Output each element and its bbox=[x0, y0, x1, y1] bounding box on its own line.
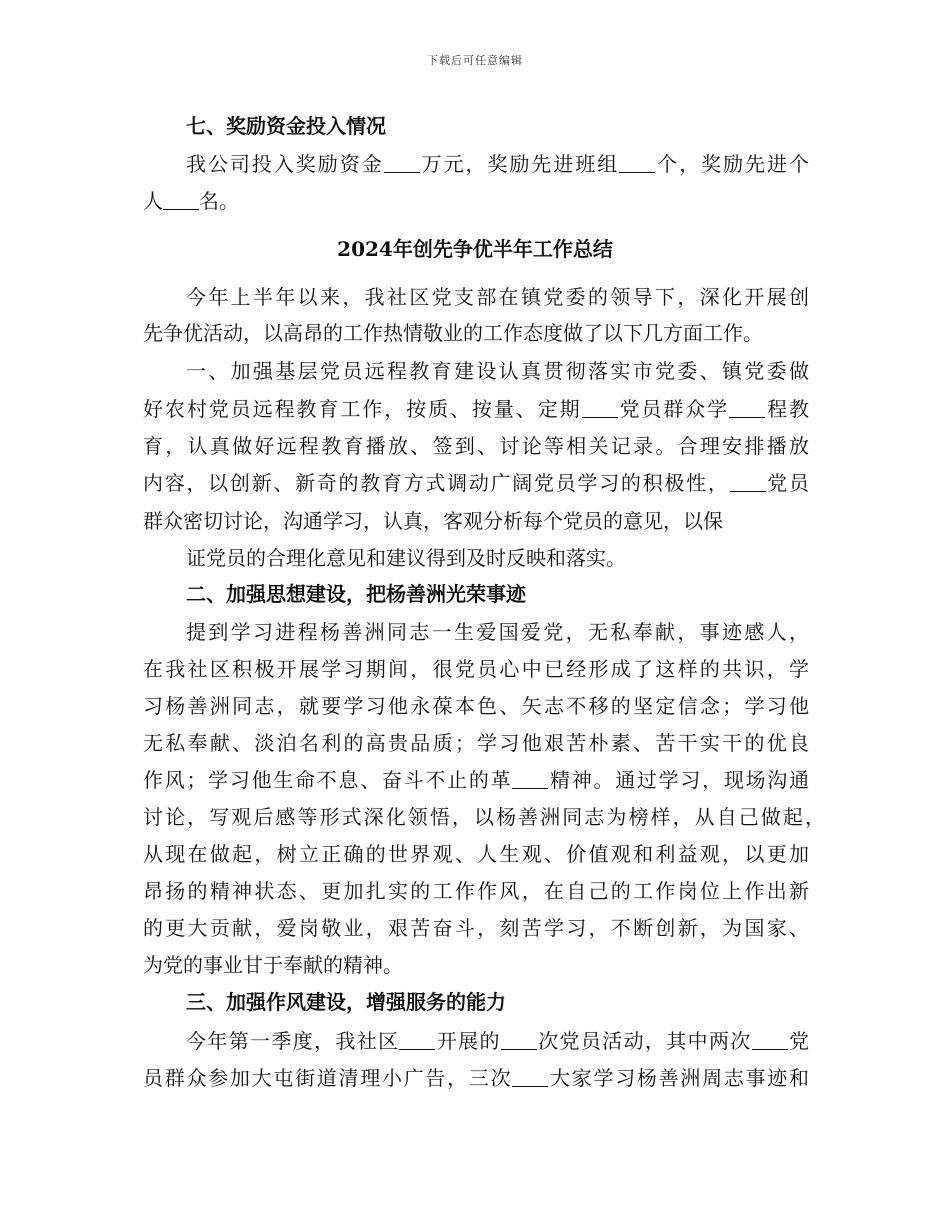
fill-blank bbox=[512, 1068, 548, 1087]
section1-paragraph-line: 内容，以创新、新奇的教育方式调动广阔党员学习的积极性， 党员 bbox=[143, 471, 810, 495]
section2-paragraph-line: 提到学习进程杨善洲同志一生爱国爱党，无私奉献，事迹感人， bbox=[186, 620, 809, 644]
page-header-note: 下载后可任意编辑 bbox=[427, 54, 523, 67]
section2-paragraph-line: 从现在做起，树立正确的世界观、人生观、价值观和利益观，以更加 bbox=[143, 842, 809, 866]
intro-paragraph-line: 今年上半年以来，我社区党支部在镇党委的领导下，深化开展创 bbox=[186, 285, 809, 309]
section7-paragraph-line: 我公司投入奖励资金 万元，奖励先进班组 个，奖励先进个 bbox=[186, 152, 810, 176]
section1-paragraph-line: 好农村党员远程教育工作，按质、按量、定期 党员群众学 程教 bbox=[143, 397, 810, 421]
fill-blank bbox=[730, 473, 766, 492]
section2-paragraph-line: 作风；学习他生命不息、奋斗不止的革 精神。通过学习，现场沟通 bbox=[143, 768, 810, 792]
section2-paragraph-line: 习杨善洲同志，就要学习他永葆本色、矢志不移的坚定信念；学习他 bbox=[143, 694, 809, 718]
section3-heading: 三、加强作风建设，增强服务的能力 bbox=[186, 990, 506, 1014]
section1-paragraph-line: 证党员的合理化意见和建议得到及时反映和落实。 bbox=[186, 546, 626, 570]
fill-blank bbox=[163, 191, 199, 210]
intro-paragraph-line: 先争优活动，以高昂的工作热情敬业的工作态度做了以下几方面工作。 bbox=[143, 321, 763, 345]
fill-blank bbox=[501, 1031, 537, 1050]
section2-paragraph-line: 为党的事业甘于奉献的精神。 bbox=[143, 953, 403, 977]
fill-blank bbox=[384, 154, 420, 173]
fill-blank bbox=[752, 1031, 788, 1050]
fill-blank bbox=[729, 399, 765, 418]
fill-blank bbox=[399, 1031, 435, 1050]
section1-paragraph-line: 一、加强基层党员远程教育建设认真贯彻落实市党委、镇党委做 bbox=[186, 359, 809, 383]
fill-blank bbox=[619, 154, 655, 173]
document-title: 2024年创先争优半年工作总结 bbox=[337, 237, 613, 261]
section7-paragraph-line: 人 名。 bbox=[143, 189, 239, 213]
section2-paragraph-line: 在我社区积极开展学习期间，很党员心中已经形成了这样的共识，学 bbox=[143, 657, 809, 681]
fill-blank bbox=[512, 770, 548, 789]
section2-paragraph-line: 讨论，写观后感等形式深化领悟，以杨善洲同志为榜样，从自己做起， bbox=[143, 805, 825, 829]
section2-paragraph-line: 的更大贡献，爱岗敬业，艰苦奋斗，刻苦学习，不断创新，为国家、 bbox=[143, 916, 809, 940]
section2-heading: 二、加强思想建设，把杨善洲光荣事迹 bbox=[186, 582, 526, 606]
section2-paragraph-line: 昂扬的精神状态、更加扎实的工作作风，在自己的工作岗位上作出新 bbox=[143, 879, 809, 903]
fill-blank bbox=[582, 399, 618, 418]
section2-paragraph-line: 无私奉献、淡泊名利的高贵品质；学习他艰苦朴素、苦干实干的优良 bbox=[143, 731, 809, 755]
section1-paragraph-line: 育，认真做好远程教育播放、签到、讨论等相关记录。合理安排播放 bbox=[143, 434, 809, 458]
section7-heading: 七、奖励资金投入情况 bbox=[186, 114, 386, 138]
section1-paragraph-line: 群众密切讨论，沟通学习，认真，客观分析每个党员的意见，以保 bbox=[143, 509, 723, 533]
section3-paragraph-line: 员群众参加大屯街道清理小广告，三次 大家学习杨善洲周志事迹和 bbox=[143, 1066, 810, 1090]
section3-paragraph-line: 今年第一季度，我社区 开展的 次党员活动，其中两次 党 bbox=[186, 1029, 810, 1053]
